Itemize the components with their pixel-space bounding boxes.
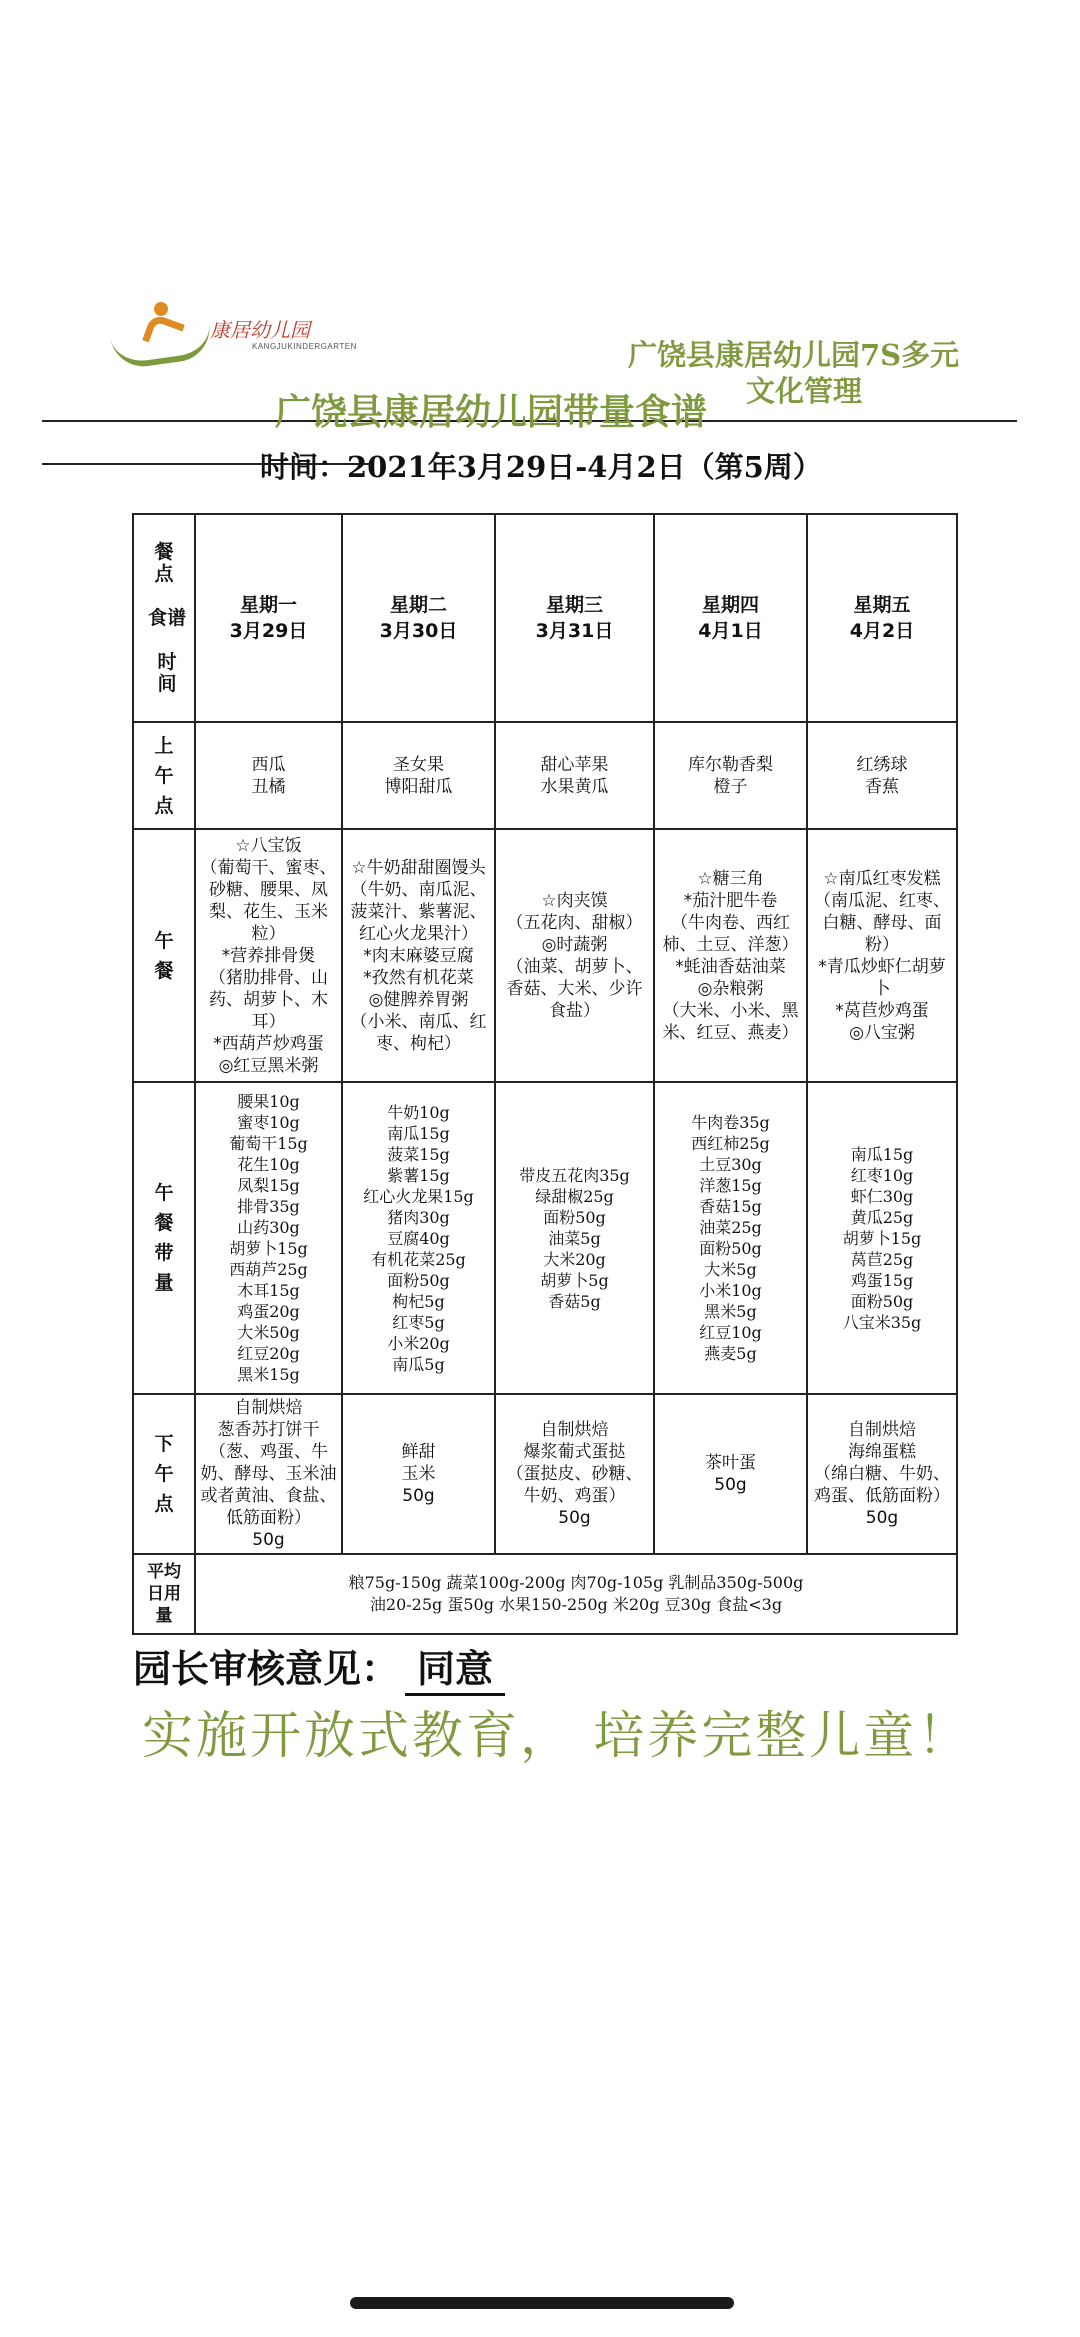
- morning-cell: 圣女果 博阳甜瓜: [342, 722, 495, 829]
- amount-cell: 牛奶10g 南瓜15g 菠菜15g 紫薯15g 红心火龙果15g 猪肉30g 豆腐40g 有机花菜25g 面粉50g 枸杞5g 红枣5g 小米20g 南瓜5g: [342, 1082, 495, 1394]
- lunch-cell: ☆八宝饭 （葡萄干、蜜枣、砂糖、腰果、凤梨、花生、玉米粒） *营养排骨煲 （猪肋排骨、山药、胡萝卜、木耳） *西葫芦炒鸡蛋 ◎红豆黑米粥: [195, 829, 342, 1082]
- afternoon-cell: 自制烘焙 海绵蛋糕 （绵白糖、牛奶、鸡蛋、低筋面粉） 50g: [807, 1394, 957, 1554]
- day-header-fri: [807, 514, 957, 722]
- morning-cell: 库尔勒香梨 橙子: [654, 722, 807, 829]
- corner-cell: [133, 514, 195, 722]
- logo-chinese-name: 康居幼儿园: [210, 318, 310, 342]
- principal-approval: [133, 1638, 505, 1696]
- day-date: 3月31日: [535, 620, 614, 642]
- afternoon-cell: 自制烘焙 葱香苏打饼干 （葱、鸡蛋、牛奶、酵母、玉米油或者黄油、食盐、低筋面粉） 50g: [195, 1394, 342, 1554]
- lunch-cell: ☆糖三角 *茄汁肥牛卷 （牛肉卷、西红柿、土豆、洋葱） *蚝油香菇油菜 ◎杂粮粥 （大米、小米、黑米、红豆、燕麦）: [654, 829, 807, 1082]
- average-daily-amount: 粮75g-150g 蔬菜100g-200g 肉70g-105g 乳制品350g-500g 油20-25g 蛋50g 水果150-250g 米20g 豆30g 食盐<3g: [195, 1554, 957, 1634]
- approval-label: 园长审核意见：: [133, 1647, 400, 1691]
- day-name: 星期一: [239, 594, 297, 616]
- amount-cell: 腰果10g 蜜枣10g 葡萄干15g 花生10g 凤梨15g 排骨35g 山药30g 胡萝卜15g 西葫芦25g 木耳15g 鸡蛋20g 大米50g 红豆20g 黑米15g: [195, 1082, 342, 1394]
- amount-cell: 牛肉卷35g 西红柿25g 土豆30g 洋葱15g 香菇15g 油菜25g 面粉50g 大米5g 小米10g 黑米5g 红豆10g 燕麦5g: [654, 1082, 807, 1394]
- amount-cell: 南瓜15g 红枣10g 虾仁30g 黄瓜25g 胡萝卜15g 莴苣25g 鸡蛋15g 面粉50g 八宝米35g: [807, 1082, 957, 1394]
- row-label-average: 平均 日用 量: [133, 1554, 195, 1634]
- lunch-cell: ☆牛奶甜甜圈馒头 （牛奶、南瓜泥、菠菜汁、紫薯泥、红心火龙果汁） *肉末麻婆豆腐 *孜然有机花菜 ◎健脾养胃粥 （小米、南瓜、红枣、枸杞）: [342, 829, 495, 1082]
- row-label-morning: 上 午 点: [133, 722, 195, 829]
- average-row: [133, 1554, 957, 1634]
- day-name: 星期四: [701, 594, 759, 616]
- day-header-wed: [495, 514, 654, 722]
- day-header-thu: [654, 514, 807, 722]
- logo-english-name: KANGJUKINDERGARTEN: [252, 342, 357, 351]
- lunch-row: [133, 829, 957, 1082]
- afternoon-snack-row: [133, 1394, 957, 1554]
- week-date-range: 时间：2021年3月29日-4月2日（第5周）: [260, 450, 822, 484]
- morning-cell: 甜心苹果 水果黄瓜: [495, 722, 654, 829]
- corner-bottom: 时 间: [157, 651, 177, 695]
- logo-child-icon: [142, 302, 178, 342]
- row-label-lunch: 午 餐: [133, 829, 195, 1082]
- morning-cell: 红绣球 香蕉: [807, 722, 957, 829]
- day-name: 星期五: [853, 594, 911, 616]
- corner-side: 食谱: [147, 607, 186, 629]
- amount-cell: 带皮五花肉35g 绿甜椒25g 面粉50g 油菜5g 大米20g 胡萝卜5g 香菇5g: [495, 1082, 654, 1394]
- lunch-cell: ☆南瓜红枣发糕 （南瓜泥、红枣、白糖、酵母、面粉） *青瓜炒虾仁胡萝卜 *莴苣炒鸡蛋 ◎八宝粥: [807, 829, 957, 1082]
- day-header-tue: [342, 514, 495, 722]
- morning-snack-row: [133, 722, 957, 829]
- page-title: 广饶县康居幼儿园带量食谱: [275, 391, 708, 433]
- corner-top: 餐 点: [154, 541, 174, 585]
- morning-cell: 西瓜 丑橘: [195, 722, 342, 829]
- slogan: 实施开放式教育， 培养完整儿童！: [142, 1707, 972, 1766]
- approval-value: 同意: [405, 1638, 505, 1696]
- home-indicator[interactable]: [350, 2297, 734, 2309]
- menu-table: [132, 513, 958, 1635]
- brand-line-1: 广饶县康居幼儿园7S多元: [628, 338, 960, 372]
- afternoon-cell: 茶叶蛋 50g: [654, 1394, 807, 1554]
- day-header-mon: [195, 514, 342, 722]
- row-label-afternoon: 下 午 点: [133, 1394, 195, 1554]
- day-name: 星期三: [545, 594, 603, 616]
- day-name: 星期二: [389, 594, 447, 616]
- lunch-cell: ☆肉夹馍 （五花肉、甜椒） ◎时蔬粥 （油菜、胡萝卜、香菇、大米、少许食盐）: [495, 829, 654, 1082]
- afternoon-cell: 鲜甜 玉米 50g: [342, 1394, 495, 1554]
- day-date: 3月29日: [229, 620, 308, 642]
- day-date: 3月30日: [379, 620, 458, 642]
- brand-line-2: 文化管理: [746, 374, 863, 408]
- table-header-row: [133, 514, 957, 722]
- day-date: 4月2日: [849, 620, 915, 642]
- kindergarten-logo: [112, 300, 357, 364]
- row-label-amount: 午 餐 带 量: [133, 1082, 195, 1394]
- afternoon-cell: 自制烘焙 爆浆葡式蛋挞 （蛋挞皮、砂糖、牛奶、鸡蛋） 50g: [495, 1394, 654, 1554]
- lunch-amount-row: [133, 1082, 957, 1394]
- day-date: 4月1日: [698, 620, 763, 642]
